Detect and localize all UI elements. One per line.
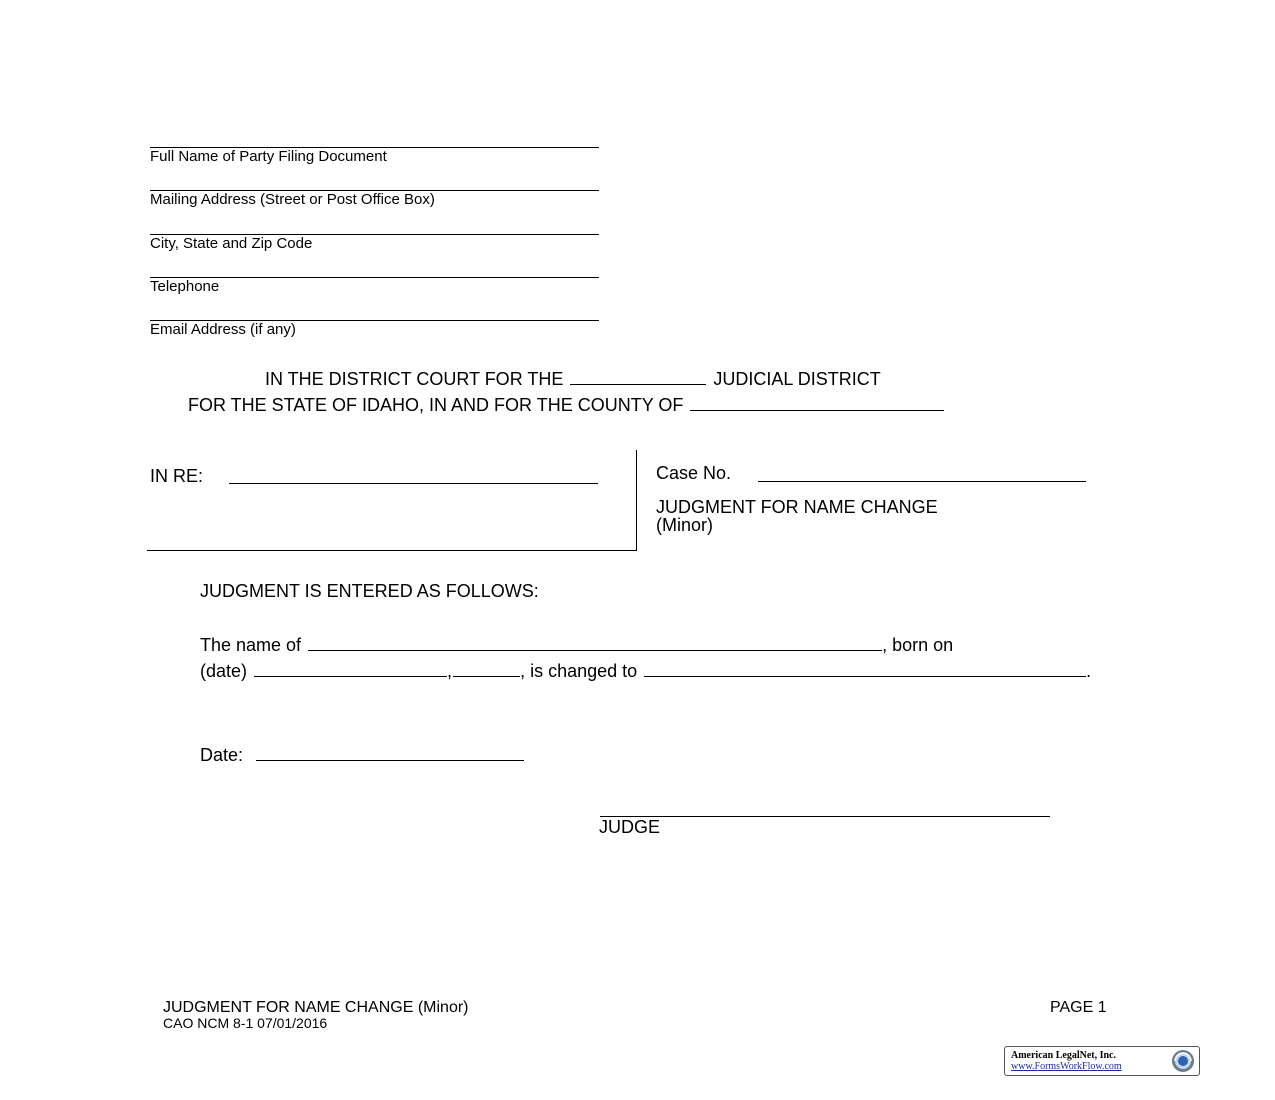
- court-heading-text-b: JUDICIAL DISTRICT: [713, 369, 881, 389]
- county-blank[interactable]: [690, 396, 944, 411]
- court-heading-state-county: FOR THE STATE OF IDAHO, IN AND FOR THE COUNTY OF: [188, 395, 684, 415]
- judge-label: JUDGE: [599, 817, 661, 837]
- city-state-zip-label: City, State and Zip Code: [150, 235, 313, 252]
- birth-date-blank[interactable]: [254, 662, 447, 677]
- born-on-label: , born on: [882, 635, 954, 655]
- case-no-blank[interactable]: [758, 481, 1086, 482]
- court-heading-text-a: IN THE DISTRICT COURT FOR THE: [265, 369, 564, 389]
- court-heading-line-1: [265, 369, 881, 390]
- period-mark: .: [1086, 661, 1092, 681]
- date-changed-sentence: [200, 661, 1091, 682]
- judge-signature-line[interactable]: [600, 816, 1050, 817]
- email-label: Email Address (if any): [150, 321, 296, 338]
- footer-form-code: CAO NCM 8-1 07/01/2016: [163, 1015, 328, 1031]
- name-of-label: The name of: [200, 635, 302, 655]
- birth-year-blank[interactable]: [453, 662, 520, 677]
- globe-icon: [1171, 1049, 1195, 1073]
- logo-url[interactable]: www.FormsWorkFlow.com: [1011, 1061, 1122, 1072]
- document-subtitle: (Minor): [656, 515, 713, 535]
- judgment-heading: JUDGMENT IS ENTERED AS FOLLOWS:: [200, 581, 539, 601]
- footer-page-number: PAGE 1: [1050, 999, 1107, 1016]
- full-name-label: Full Name of Party Filing Document: [150, 148, 387, 165]
- name-of-sentence: [200, 635, 953, 656]
- mailing-address-label: Mailing Address (Street or Post Office Box): [150, 191, 435, 208]
- logo-company-name: American LegalNet, Inc.: [1011, 1050, 1116, 1061]
- in-re-blank[interactable]: [229, 483, 598, 484]
- date-label: Date:: [200, 745, 244, 765]
- current-name-blank[interactable]: [308, 636, 882, 651]
- telephone-label: Telephone: [150, 278, 220, 295]
- judicial-district-blank[interactable]: [570, 370, 706, 385]
- footer-form-title: JUDGMENT FOR NAME CHANGE (Minor): [163, 999, 469, 1016]
- date-paren-label: (date): [200, 661, 248, 681]
- document-title: JUDGMENT FOR NAME CHANGE: [656, 497, 938, 517]
- case-no-label: Case No.: [656, 463, 732, 483]
- changed-to-label: , is changed to: [520, 661, 638, 681]
- comma-separator: ,: [447, 661, 453, 681]
- american-legalnet-logo[interactable]: [1004, 1046, 1200, 1076]
- caption-divider: [636, 450, 637, 551]
- date-line: [200, 745, 526, 766]
- judgment-date-blank[interactable]: [256, 746, 524, 761]
- in-re-label: IN RE:: [150, 466, 204, 486]
- caption-bottom-rule: [147, 550, 636, 551]
- new-name-blank[interactable]: [644, 662, 1086, 677]
- court-heading-line-2: [188, 395, 946, 416]
